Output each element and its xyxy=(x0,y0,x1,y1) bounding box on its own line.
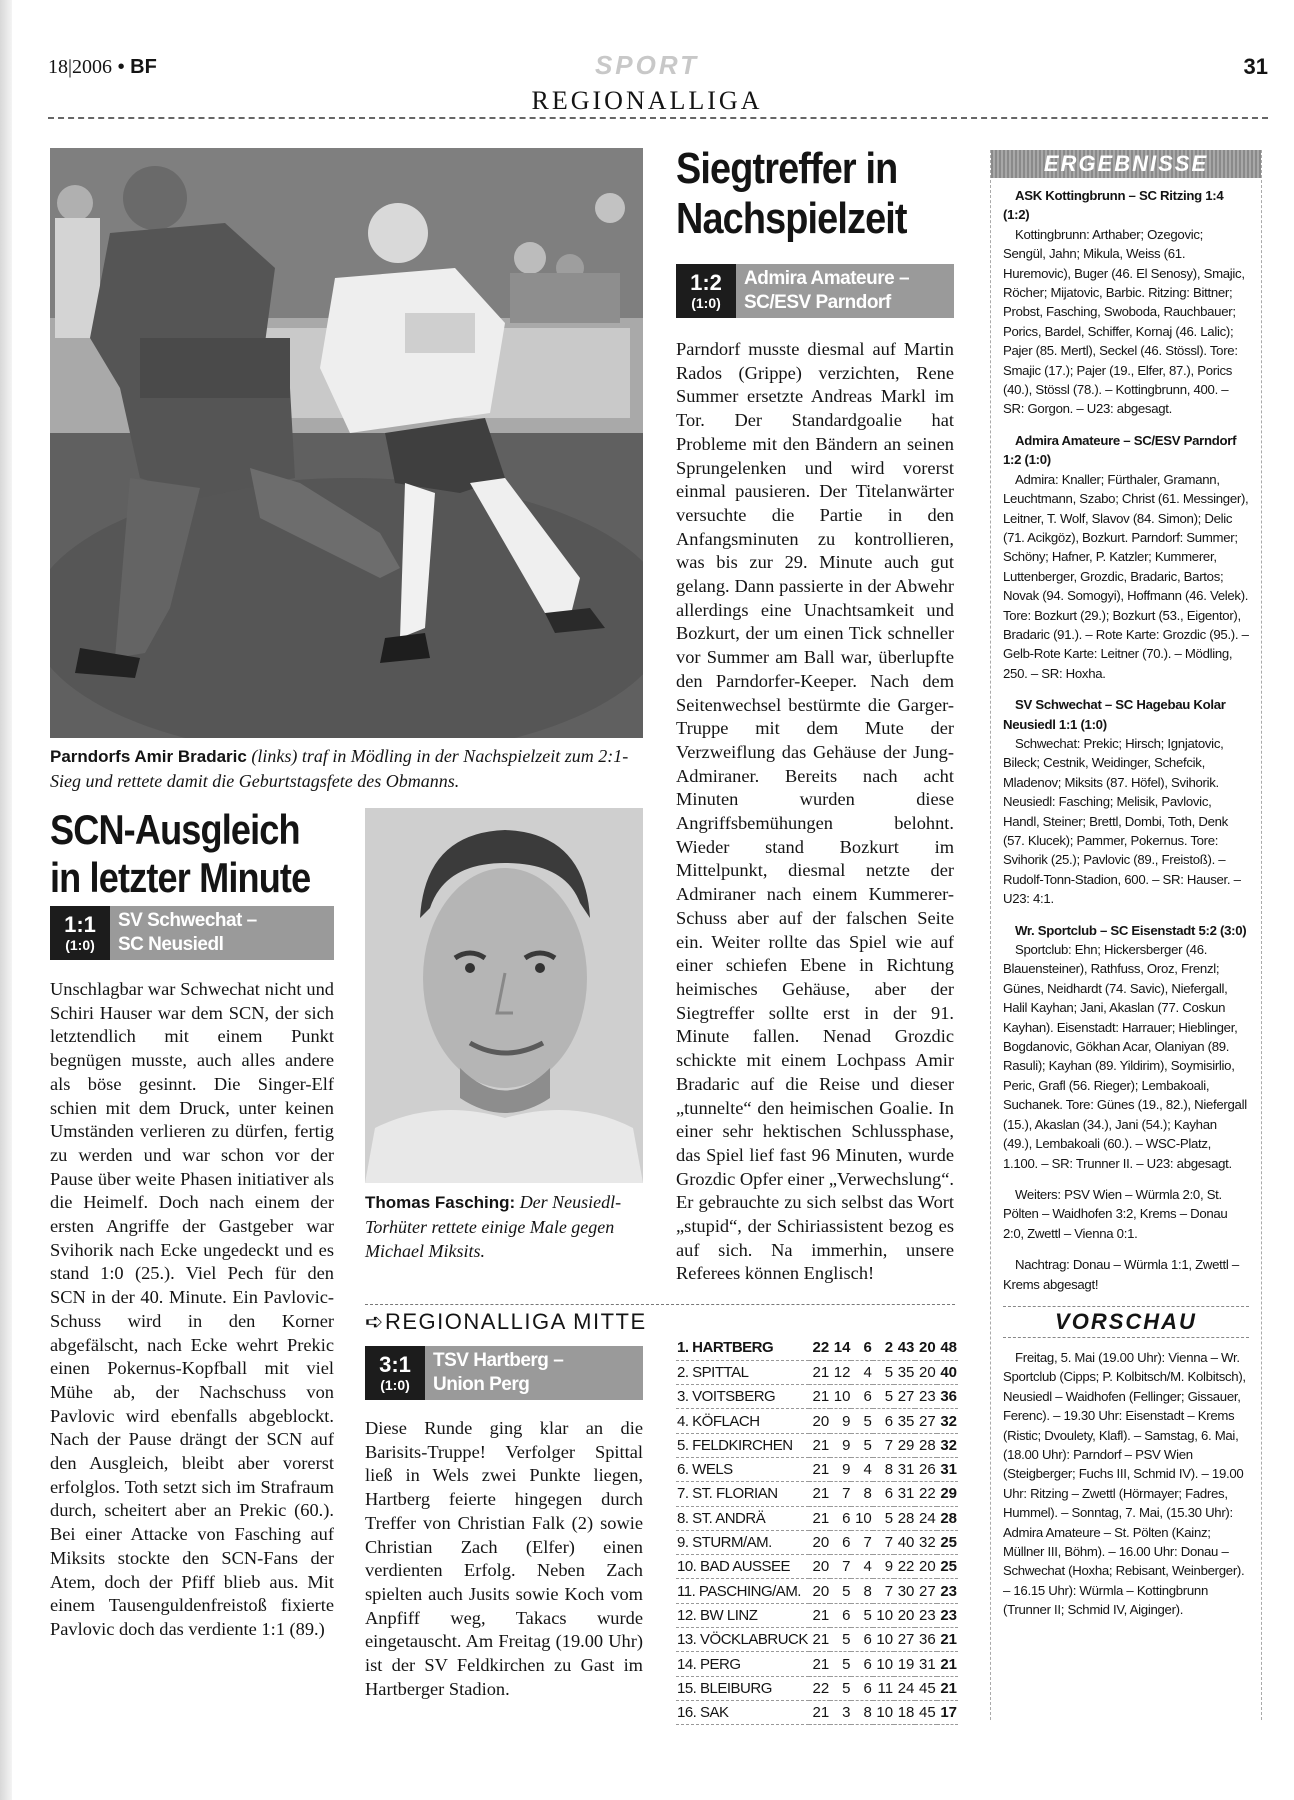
scorebox-schwechat-neusiedl xyxy=(50,906,334,960)
stat-u: 8 xyxy=(851,1482,872,1506)
stat-n: 10 xyxy=(873,1652,894,1676)
table-row xyxy=(676,1360,958,1384)
stat-t: 31 xyxy=(894,1457,915,1481)
header-rule xyxy=(48,117,1268,119)
stat-p: 48 xyxy=(937,1336,958,1360)
headline2-line-2: Nachspielzeit xyxy=(676,194,907,243)
table-row xyxy=(676,1457,958,1481)
stat-p: 32 xyxy=(937,1409,958,1433)
stat-gt: 27 xyxy=(915,1579,936,1603)
publication-brand: BF xyxy=(130,56,157,78)
stat-p: 28 xyxy=(937,1506,958,1530)
result-heading: Admira Amateure – SC/ESV Parndorf 1:2 (1:0) xyxy=(1003,432,1237,468)
stat-u: 6 xyxy=(851,1385,872,1409)
article-body-hartberg: Diese Runde ging klar an die Barisits-Truppe! Verfolger Spittal ließ in Wels zwei Punkte liegen, Hartberg feierte hingegen durch Treffer von Christian Falk (2) sowie Christian Zach (Elfer) einen verdienten Erfolg. Neben Zach spielten auch Jusits sowie Koch vom Anpfiff weg, Takacs wurde eingetauscht. Am Freitag (19.00 Uhr) ist der SV Feldkirchen zu Gast im Hartberger Stadion. xyxy=(365,1418,643,1699)
stat-u: 5 xyxy=(851,1409,872,1433)
stat-t: 35 xyxy=(894,1360,915,1384)
stat-t: 22 xyxy=(894,1555,915,1579)
stat-t: 18 xyxy=(894,1700,915,1724)
stat-t: 30 xyxy=(894,1579,915,1603)
stat-s: 3 xyxy=(830,1700,851,1724)
stat-s: 5 xyxy=(830,1579,851,1603)
result-heading: Wr. Sportclub – SC Eisenstadt 5:2 (3:0) xyxy=(1015,922,1247,938)
stat-s: 9 xyxy=(830,1433,851,1457)
stat-u: 6 xyxy=(851,1336,872,1360)
league-table xyxy=(676,1336,958,1725)
table-row xyxy=(676,1676,958,1700)
scorebox-hartberg-perg xyxy=(365,1346,643,1400)
match-photo-caption xyxy=(50,744,643,793)
stat-n: 9 xyxy=(873,1555,894,1579)
caption-text: (links) traf in Mödling in der Nachspielzeit zum 2:1-Sieg und rettete damit die Geburtstagsfete des Obmanns. xyxy=(50,746,629,791)
stat-n: 7 xyxy=(873,1530,894,1554)
stat-u: 10 xyxy=(851,1506,872,1530)
stat-p: 23 xyxy=(937,1579,958,1603)
table-row xyxy=(676,1336,958,1360)
stat-p: 36 xyxy=(937,1385,958,1409)
table-row xyxy=(676,1579,958,1603)
stat-gt: 23 xyxy=(915,1603,936,1627)
stat-n: 6 xyxy=(873,1482,894,1506)
home-team-3: TSV Hartberg – xyxy=(433,1350,564,1371)
stat-s: 12 xyxy=(830,1360,851,1384)
final-score: 1:1 xyxy=(64,912,96,937)
stat-n: 11 xyxy=(873,1676,894,1700)
result-kottingbrunn-ritzing xyxy=(1003,186,1249,419)
stat-p: 25 xyxy=(937,1530,958,1554)
portrait-name: Thomas Fasching: xyxy=(365,1193,516,1212)
stat-g: 22 xyxy=(809,1336,830,1360)
headline-line-2: in letzter Minute xyxy=(50,854,311,901)
stat-u: 4 xyxy=(851,1457,872,1481)
vorschau-schedule xyxy=(1003,1348,1249,1620)
stat-s: 7 xyxy=(830,1555,851,1579)
stat-u: 4 xyxy=(851,1360,872,1384)
stat-s: 6 xyxy=(830,1603,851,1627)
stat-t: 43 xyxy=(894,1336,915,1360)
stat-gt: 31 xyxy=(915,1652,936,1676)
nachtrag-results xyxy=(1003,1255,1249,1294)
stat-gt: 32 xyxy=(915,1530,936,1554)
final-score-2: 1:2 xyxy=(690,270,722,295)
nachtrag-text: Nachtrag: Donau – Würmla 1:1, Zwettl – Krems abgesagt! xyxy=(1003,1257,1239,1292)
stat-p: 21 xyxy=(937,1676,958,1700)
section-title: SPORT xyxy=(594,50,700,80)
stat-s: 10 xyxy=(830,1385,851,1409)
stat-s: 9 xyxy=(830,1457,851,1481)
stat-gt: 27 xyxy=(915,1409,936,1433)
stat-t: 29 xyxy=(894,1433,915,1457)
stat-n: 5 xyxy=(873,1360,894,1384)
table-row xyxy=(676,1433,958,1457)
stat-n: 5 xyxy=(873,1506,894,1530)
ergebnisse-heading: ERGEBNISSE xyxy=(991,150,1261,178)
stat-g: 21 xyxy=(809,1433,830,1457)
team-name: 7. ST. FLORIAN xyxy=(676,1482,809,1506)
team-name: 4. KÖFLACH xyxy=(676,1409,809,1433)
halftime-score: (1:0) xyxy=(65,937,95,953)
article-headline-scn xyxy=(50,806,310,902)
team-name: 9. STURM/AM. xyxy=(676,1530,809,1554)
halftime-score-3: (1:0) xyxy=(380,1377,410,1393)
headline-line-1: SCN-Ausgleich xyxy=(50,806,300,853)
weiters-results xyxy=(1003,1185,1249,1243)
result-heading: SV Schwechat – SC Hagebau Kolar Neusiedl 1:1 (1:0) xyxy=(1003,697,1226,732)
table-row xyxy=(676,1385,958,1409)
stat-p: 17 xyxy=(937,1700,958,1724)
halftime-score-2: (1:0) xyxy=(691,295,721,311)
away-team-3: Union Perg xyxy=(433,1374,530,1395)
stat-g: 20 xyxy=(809,1409,830,1433)
portrait-photo xyxy=(365,808,643,1183)
home-team-2: Admira Amateure – xyxy=(744,268,910,289)
header-separator: • xyxy=(117,56,125,78)
vorschau-heading: VORSCHAU xyxy=(1003,1306,1249,1338)
stat-u: 6 xyxy=(851,1676,872,1700)
stat-g: 21 xyxy=(809,1700,830,1724)
stat-n: 7 xyxy=(873,1433,894,1457)
stat-n: 7 xyxy=(873,1579,894,1603)
team-name: 6. WELS xyxy=(676,1457,809,1481)
stat-t: 31 xyxy=(894,1482,915,1506)
portrait-caption xyxy=(365,1190,643,1263)
result-schwechat-neusiedl xyxy=(1003,695,1249,908)
issue-date: 18|2006 xyxy=(48,56,113,78)
teams-cell-2 xyxy=(736,264,954,318)
match-photo-drawing xyxy=(50,148,643,738)
team-name: 15. BLEIBURG xyxy=(676,1676,809,1700)
stat-gt: 45 xyxy=(915,1676,936,1700)
teams-cell-3 xyxy=(425,1346,643,1400)
caption-player-name: Parndorfs Amir Bradaric xyxy=(50,747,247,766)
stat-p: 31 xyxy=(937,1457,958,1481)
team-name: 5. FELDKIRCHEN xyxy=(676,1433,809,1457)
stat-n: 10 xyxy=(873,1700,894,1724)
stat-u: 4 xyxy=(851,1555,872,1579)
team-name: 11. PASCHING/AM. xyxy=(676,1579,809,1603)
stat-s: 5 xyxy=(830,1652,851,1676)
stat-p: 25 xyxy=(937,1555,958,1579)
team-name: 3. VOITSBERG xyxy=(676,1385,809,1409)
team-name: 10. BAD AUSSEE xyxy=(676,1555,809,1579)
table-row xyxy=(676,1482,958,1506)
score-cell-2 xyxy=(676,264,736,318)
table-row xyxy=(676,1628,958,1652)
table-row xyxy=(676,1555,958,1579)
stat-u: 6 xyxy=(851,1628,872,1652)
table-row xyxy=(676,1652,958,1676)
team-name: 14. PERG xyxy=(676,1652,809,1676)
team-name: 8. ST. ANDRÄ xyxy=(676,1506,809,1530)
stat-u: 8 xyxy=(851,1579,872,1603)
stat-s: 6 xyxy=(830,1530,851,1554)
stat-gt: 24 xyxy=(915,1506,936,1530)
home-team: SV Schwechat – xyxy=(118,910,257,931)
stat-t: 40 xyxy=(894,1530,915,1554)
stat-g: 21 xyxy=(809,1385,830,1409)
stat-g: 21 xyxy=(809,1482,830,1506)
stat-u: 7 xyxy=(851,1530,872,1554)
stat-n: 2 xyxy=(873,1336,894,1360)
stat-p: 23 xyxy=(937,1603,958,1627)
stat-gt: 26 xyxy=(915,1457,936,1481)
stat-gt: 28 xyxy=(915,1433,936,1457)
stat-g: 22 xyxy=(809,1676,830,1700)
away-team: SC Neusiedl xyxy=(118,934,224,955)
stat-p: 21 xyxy=(937,1628,958,1652)
result-sportclub-eisenstadt xyxy=(1003,921,1249,1173)
stat-p: 21 xyxy=(937,1652,958,1676)
weiters-text: Weiters: PSV Wien – Würmla 2:0, St. Pölten – Waidhofen 3:2, Krems – Donau 2:0, Zwettl – Vienna 0:1. xyxy=(1003,1186,1228,1241)
table-row xyxy=(676,1530,958,1554)
stat-s: 5 xyxy=(830,1628,851,1652)
stat-n: 5 xyxy=(873,1385,894,1409)
stat-g: 20 xyxy=(809,1579,830,1603)
stat-t: 19 xyxy=(894,1652,915,1676)
subsection-title: REGIONALLIGA xyxy=(531,86,763,115)
stat-s: 9 xyxy=(830,1409,851,1433)
stat-g: 21 xyxy=(809,1457,830,1481)
arrow-icon: ➪ xyxy=(365,1309,385,1334)
result-details: Admira: Knaller; Fürthaler, Gramann, Leuchtmann, Szabo; Christ (61. Messinger), Leitner, T. Wolf, Slavov (84. Simon); Delic (71. Acikgöz), Bozkurt. Parndorf: Summer; Schöny; Hafner, P. Katzler; Kummerer, Luttenberger, Grozdic, Bradaric, Bartos; Novak (94. Somogyi), Hoffmann (46. Velek). Tore: Bozkurt (29.); Bozkurt (53., Eigentor), Bradaric (91.). – Rote Karte: Grozdic (95.). – Gelb-Rote Karte: Leitner (70.). – Mödling, 250. – SR: Hoxha. xyxy=(1003,471,1249,681)
article-headline-parndorf xyxy=(676,144,907,244)
result-heading: ASK Kottingbrunn – SC Ritzing 1:4 (1:2) xyxy=(1003,188,1224,223)
stat-n: 6 xyxy=(873,1409,894,1433)
stat-g: 21 xyxy=(809,1652,830,1676)
stat-t: 27 xyxy=(894,1385,915,1409)
away-team-2: SC/ESV Parndorf xyxy=(744,292,891,313)
article-body-parndorf: Parndorf musste diesmal auf Martin Rados (Grippe) verzichten, Rene Summer ersetzte Andreas Markl im Tor. Der Standardgoalie hat Probleme mit den Bändern an seinen Sprungelenken und wird vorerst einmal pausieren. Der Titelanwärter versuchte die Partie in den Anfangsminuten zu kontrollieren, was bis zur 29. Minute auch gut gelang. Dann passierte in der Abwehr allerdings eine Unachtsamkeit und Bozkurt, der um einen Tick schneller vor Summer am Ball war, überlupfte den Parndorfer-Keeper. Nach dem Seitenwechsel bestürmte die Garger-Truppe mit dem Mute der Verzweiflung das Gehäuse der Jung-Admiraner. Bereits nach acht Minuten wurden diese Angriffsbemühungen belohnt. Wieder stand Bozkurt im Mittelpunkt, diesmal netzte der Admiraner nach einem Kummerer-Schuss aber auf der falschen Seite ein. Weiter rollte das Spiel wie auf einer schiefen Ebene in Richtung heimisches Gehäuse, aber der Siegtreffer sollte erst in der 91. Minute fallen. Nenad Grozdic schickte mit einem Lochpass Amir Bradaric auf die Reise und dieser „tunnelte“ den heimischen Goalie. In einer sehr hektischen Schlussphase, das Spiel lief fast 96 Minuten, wurde Grozdic Opfer einer „Verwechslung“. Er gebrauchte zu sich selbst das Wort „stupid“, der Schiriassistent bezog es auf sich. Na immerhin, unsere Referees können Englisch! xyxy=(676,339,954,1284)
stat-u: 5 xyxy=(851,1433,872,1457)
stat-gt: 36 xyxy=(915,1628,936,1652)
stat-gt: 45 xyxy=(915,1700,936,1724)
page-spine-shadow xyxy=(0,0,12,1800)
article-body-scn: Unschlagbar war Schwechat nicht und Schiri Hauser war dem SCN, der sich letztendlich mit einem Punkt begnügen musste, auch alles andere als böse gesinnt. Die Singer-Elf schien mit dem Druck, unter keinen Umständen verlieren zu dürfen, fertig zu werden und war schon vor der Pause über weite Phasen initiativer als die Heimelf. Doch nach einem der ersten Angriffe der Gastgeber war Svihorik nach Ecke ungedeckt und es stand 1:0 (25.). Viel Pech für den SCN in der 40. Minute. Ein Pavlovic-Schuss wird in den Korner abgefälscht, nach Ecke wehrt Prekic einen Pokernus-Kopfball mit viel Mühe ab, der Nachschuss von Pavlovic wird ebenfalls abgeblockt. Nach der Pause drängt der SCN auf den Ausgleich, bleibt aber vorerst erfolglos. Toth setzt sich im Strafraum durch, scheitert aber an Prekic (60.). Bei einer Attacke von Fasching auf Miksits stockte den SCN-Fans der Atem, doch der Pfiff blieb aus. Mit einem Tausenguldenfreistoß fixierte Pavlovic doch das verdiente 1:1 (89.) xyxy=(50,979,334,1639)
page-number: 31 xyxy=(1243,54,1268,79)
table-row xyxy=(676,1409,958,1433)
team-name: 13. VÖCKLABRUCK xyxy=(676,1628,809,1652)
stat-u: 5 xyxy=(851,1603,872,1627)
stat-t: 20 xyxy=(894,1603,915,1627)
stat-g: 20 xyxy=(809,1530,830,1554)
scorebox-admira-parndorf xyxy=(676,264,954,318)
stat-t: 35 xyxy=(894,1409,915,1433)
stat-g: 21 xyxy=(809,1360,830,1384)
stat-g: 20 xyxy=(809,1555,830,1579)
portrait-caption-text: Der Neusiedl-Torhüter rettete einige Male gegen Michael Miksits. xyxy=(365,1192,622,1261)
table-row xyxy=(676,1506,958,1530)
regionalliga-mitte-heading xyxy=(365,1304,955,1335)
stat-u: 6 xyxy=(851,1652,872,1676)
team-name: 12. BW LINZ xyxy=(676,1603,809,1627)
stat-n: 10 xyxy=(873,1603,894,1627)
match-photo xyxy=(50,148,643,738)
stat-gt: 23 xyxy=(915,1385,936,1409)
stat-gt: 20 xyxy=(915,1336,936,1360)
stat-t: 27 xyxy=(894,1628,915,1652)
score-cell-3 xyxy=(365,1346,425,1400)
final-score-3: 3:1 xyxy=(379,1352,411,1377)
table-row xyxy=(676,1603,958,1627)
teams-cell xyxy=(110,906,334,960)
stat-gt: 20 xyxy=(915,1555,936,1579)
result-admira-parndorf xyxy=(1003,431,1249,683)
stat-g: 21 xyxy=(809,1603,830,1627)
stat-gt: 20 xyxy=(915,1360,936,1384)
results-column xyxy=(990,150,1262,1720)
result-details: Schwechat: Prekic; Hirsch; Ignjatovic, Bileck; Cestnik, Weidinger, Schefcik, Mladenov; Miksits (87. Höfel), Svihorik. Neusiedl: Fasching; Melisik, Pavlovic, Handl, Steiner; Brettl, Dombi, Toth, Denk (57. Klucek); Pammer, Pokernus. Tore: Svihorik (25.); Pavlovic (89., Freistoß). – Rudolf-Tonn-Stadion, 600. – SR: Hauser. – U23: 4:1. xyxy=(1003,735,1241,907)
stat-p: 40 xyxy=(937,1360,958,1384)
team-name: 2. SPITTAL xyxy=(676,1360,809,1384)
stat-n: 10 xyxy=(873,1628,894,1652)
vorschau-text: Freitag, 5. Mai (19.00 Uhr): Vienna – Wr. Sportclub (Cipps; P. Kolbitsch/M. Kolbitsch), Neusiedl – Waidhofen (Fellinger; Gissauer, Ferenc). – 19.30 Uhr: Eisenstadt – Krems (Ristic; Dvoulety, Klafl). – Samstag, 6. Mai, (18.00 Uhr): Parndorf – PSV Wien (Steigberger; Fuchs III, Schmid IV). – 19.00 Uhr: Ritzing – Zwettl (Hörmayer; Fadres, Hummel). – Sonntag, 7. Mai, (15.30 Uhr): Admira Amateure – St. Pölten (Kainz; Müllner III, Böhm). – 16.00 Uhr: Donau – Schwechat (Hoxha; Rebisant, Weinberger). – 16.15 Uhr): Würmla – Kottingbrunn (Trunner II; Schmid IV, Aiginger). xyxy=(1003,1349,1246,1618)
stat-g: 21 xyxy=(809,1506,830,1530)
stat-n: 8 xyxy=(873,1457,894,1481)
stat-t: 28 xyxy=(894,1506,915,1530)
team-name: 1. HARTBERG xyxy=(676,1336,809,1360)
stat-g: 21 xyxy=(809,1628,830,1652)
stat-s: 5 xyxy=(830,1676,851,1700)
portrait-drawing xyxy=(365,808,643,1183)
stat-s: 14 xyxy=(830,1336,851,1360)
stat-t: 24 xyxy=(894,1676,915,1700)
team-name: 16. SAK xyxy=(676,1700,809,1724)
stat-p: 29 xyxy=(937,1482,958,1506)
result-details: Sportclub: Ehn; Hickersberger (46. Blauensteiner), Rathfuss, Oroz, Frenzl; Günes, Neidhardt (74. Savic), Niefergall, Halil Kayhan; Jani, Akaslan (77. Coskun Kayhan). Eisenstadt: Harrauer; Hieblinger, Bogdanovic, Gökhan Acar, Olaniyan (89. Rasuli); Kayhan (89. Yildirim), Soymisirlio, Peric, Grafl (56. Rieger); Lembakoali, Suchanek. Tore: Günes (19., 82.), Niefergall (15.), Akaslan (34.), Jani (54.); Kayhan (49.), Lembakoali (60.). – WSC-Platz, 1.100. – SR: Trunner II. – U23: abgesagt. xyxy=(1003,942,1247,1171)
stat-u: 8 xyxy=(851,1700,872,1724)
stat-gt: 22 xyxy=(915,1482,936,1506)
stat-s: 7 xyxy=(830,1482,851,1506)
headline2-line-1: Siegtreffer in xyxy=(676,144,898,193)
stat-s: 6 xyxy=(830,1506,851,1530)
mitte-title: REGIONALLIGA MITTE xyxy=(384,1309,647,1334)
result-details: Kottingbrunn: Arthaber; Ozegovic; Sengül, Jahn; Mikula, Weiss (61. Huremovic), Buger (46. El Senosy), Smajic, Röcher; Mijatovic, Barbic. Ritzing: Bittner; Probst, Fasching, Swoboda, Rauchbauer; Porics, Bardel, Schiffer, Kornaj (46. Lalic); Pajer (85. Mertl), Seckel (46. Stössl). Tore: Smajic (17.); Pajer (19., Elfer, 87.), Porics (40.), Stössl (78.). – Kottingbrunn, 400. – SR: Gorgon. – U23: abgesagt. xyxy=(1003,226,1245,417)
table-row xyxy=(676,1700,958,1724)
score-cell xyxy=(50,906,110,960)
stat-p: 32 xyxy=(937,1433,958,1457)
